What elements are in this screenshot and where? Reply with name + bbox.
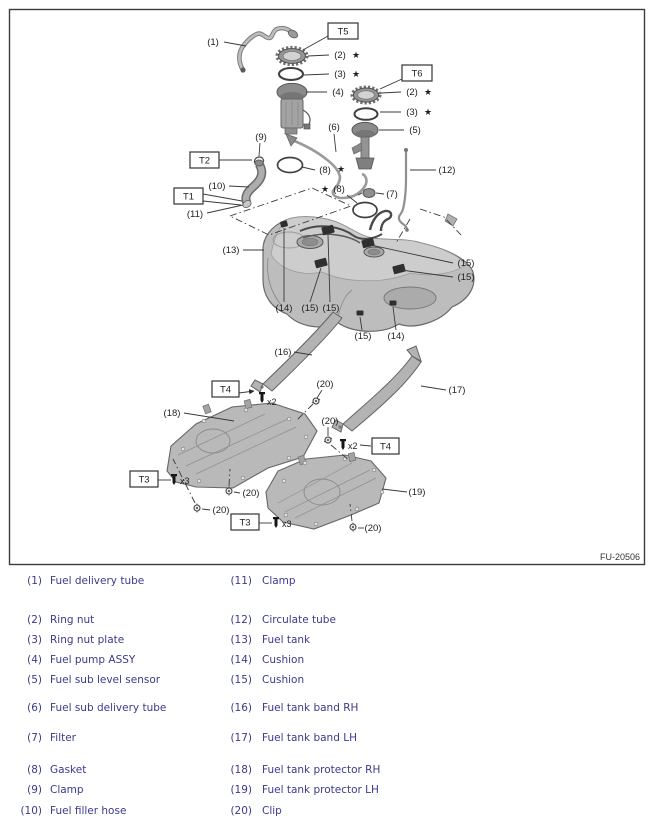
callout-15-e: (15) (354, 331, 372, 342)
callout-15-c: (15) (457, 258, 475, 269)
part-number: (9) (27, 784, 42, 796)
callout-8-b: (8) (333, 184, 345, 195)
parts-row (0, 732, 654, 746)
part-number: (11) (230, 575, 252, 587)
part-number: (2) (27, 614, 42, 626)
qty-x3-a: x3 (180, 476, 190, 486)
callout-6: (6) (328, 122, 340, 133)
callout-20-b: (20) (321, 416, 339, 427)
callout-4: (4) (332, 87, 344, 98)
t3-label: T3 (138, 474, 150, 486)
t6-label: T6 (411, 68, 423, 80)
ring-nut-plate-2 (355, 108, 378, 120)
callout-14-b: (14) (387, 331, 405, 342)
callout-18: (18) (163, 408, 181, 419)
callout-14-a: (14) (275, 303, 293, 314)
part-number: (1) (27, 575, 42, 587)
part-number: (15) (230, 674, 252, 686)
part-name: Fuel tank band RH (262, 702, 359, 714)
parts-row (0, 674, 654, 688)
callout-1: (1) (207, 37, 219, 48)
part-name: Ring nut plate (50, 634, 125, 646)
qty-x2-b: x2 (348, 441, 358, 451)
parts-row (0, 805, 654, 819)
torque-box-t1 (174, 188, 203, 204)
part-name: Circulate tube (262, 614, 336, 626)
cushion-15-bottom (357, 311, 364, 316)
part-number: (17) (230, 732, 252, 744)
part-number: (12) (230, 614, 252, 626)
torque-box-t3-lh (231, 514, 259, 530)
parts-row (0, 575, 654, 589)
star-icon: ★ (320, 184, 330, 194)
callout-10: (10) (208, 181, 226, 192)
torque-box-t2 (190, 152, 219, 168)
callout-19: (19) (408, 487, 426, 498)
t2-label: T2 (198, 155, 211, 167)
t4-label-2: T4 (379, 441, 392, 453)
part-number: (5) (27, 674, 42, 686)
star-icon: ★ (423, 107, 433, 117)
part-name: Fuel delivery tube (50, 575, 145, 587)
callout-3-b: (3) (406, 107, 418, 118)
gasket-1 (278, 158, 303, 173)
part-name: Fuel filler hose (50, 805, 127, 817)
star-icon: ★ (423, 87, 433, 97)
callout-11: (11) (186, 209, 204, 220)
part-name: Fuel tank (262, 634, 311, 646)
callout-7: (7) (386, 189, 398, 200)
part-name: Fuel sub delivery tube (50, 702, 167, 714)
parts-row (0, 614, 654, 628)
parts-row (0, 764, 654, 778)
part-name: Filter (50, 732, 77, 744)
callout-5: (5) (409, 125, 421, 136)
parts-row (0, 634, 654, 648)
part-number: (6) (27, 702, 42, 714)
t1-label: T1 (182, 191, 195, 203)
part-name: Clip (262, 805, 282, 817)
torque-box-t4-rh (212, 381, 239, 397)
part-number: (4) (27, 654, 42, 666)
part-number: (3) (27, 634, 42, 646)
callout-16: (16) (274, 347, 292, 358)
t5-label: T5 (337, 26, 349, 38)
part-name: Fuel tank protector RH (262, 764, 381, 776)
part-number: (10) (20, 805, 42, 817)
callout-2-a: (2) (334, 50, 346, 61)
qty-x3-b: x3 (282, 519, 292, 529)
parts-row (0, 654, 654, 668)
star-icon: ★ (351, 50, 361, 60)
part-name: Gasket (50, 764, 87, 776)
part-number: (16) (230, 702, 252, 714)
callout-3-a: (3) (334, 69, 346, 80)
part-number: (13) (230, 634, 252, 646)
part-number: (7) (27, 732, 42, 744)
callout-15-b: (15) (322, 303, 340, 314)
callout-20-c: (20) (242, 488, 260, 499)
part-name: Fuel sub level sensor (50, 674, 161, 686)
torque-box-t4-lh (372, 438, 399, 454)
callout-2-b: (2) (406, 87, 418, 98)
part-name: Clamp (50, 784, 84, 796)
figure-code: FU-20506 (599, 552, 640, 562)
callout-20-e: (20) (364, 523, 382, 534)
callout-20-a: (20) (316, 379, 334, 390)
part-number: (18) (230, 764, 252, 776)
callout-17: (17) (448, 385, 466, 396)
callout-13: (13) (222, 245, 240, 256)
tank-bottom-dome (384, 287, 436, 309)
callout-9: (9) (255, 132, 267, 143)
callout-20-d: (20) (212, 505, 230, 516)
qty-x2-a: x2 (267, 397, 277, 407)
part-name: Fuel tank protector LH (262, 784, 379, 796)
part-number: (20) (230, 805, 252, 817)
t4-label: T4 (219, 384, 232, 396)
pump-connector (304, 124, 310, 129)
parts-row (0, 784, 654, 798)
torque-box-t3-rh (130, 471, 158, 487)
cushion-14-bottom (390, 301, 397, 306)
callout-12: (12) (438, 165, 456, 176)
gasket-2 (353, 203, 377, 218)
ring-nut-plate-1 (279, 68, 303, 80)
torque-box-t6 (402, 65, 432, 81)
part-name: Fuel tank band LH (262, 732, 357, 744)
callout-8-a: (8) (319, 165, 331, 176)
part-name: Clamp (262, 575, 296, 587)
callout-15-d: (15) (457, 272, 475, 283)
part-name: Cushion (262, 654, 305, 666)
parts-row (0, 702, 654, 716)
callout-15-a: (15) (301, 303, 319, 314)
part-number: (19) (230, 784, 252, 796)
part-name: Cushion (262, 674, 305, 686)
part-name: Fuel pump ASSY (50, 654, 136, 666)
star-icon: ★ (351, 69, 361, 79)
star-icon: ★ (336, 164, 346, 174)
part-name: Ring nut (50, 614, 95, 626)
part-number: (8) (27, 764, 42, 776)
part-number: (14) (230, 654, 252, 666)
torque-box-t5 (328, 23, 358, 39)
t3-label-2: T3 (239, 517, 251, 529)
